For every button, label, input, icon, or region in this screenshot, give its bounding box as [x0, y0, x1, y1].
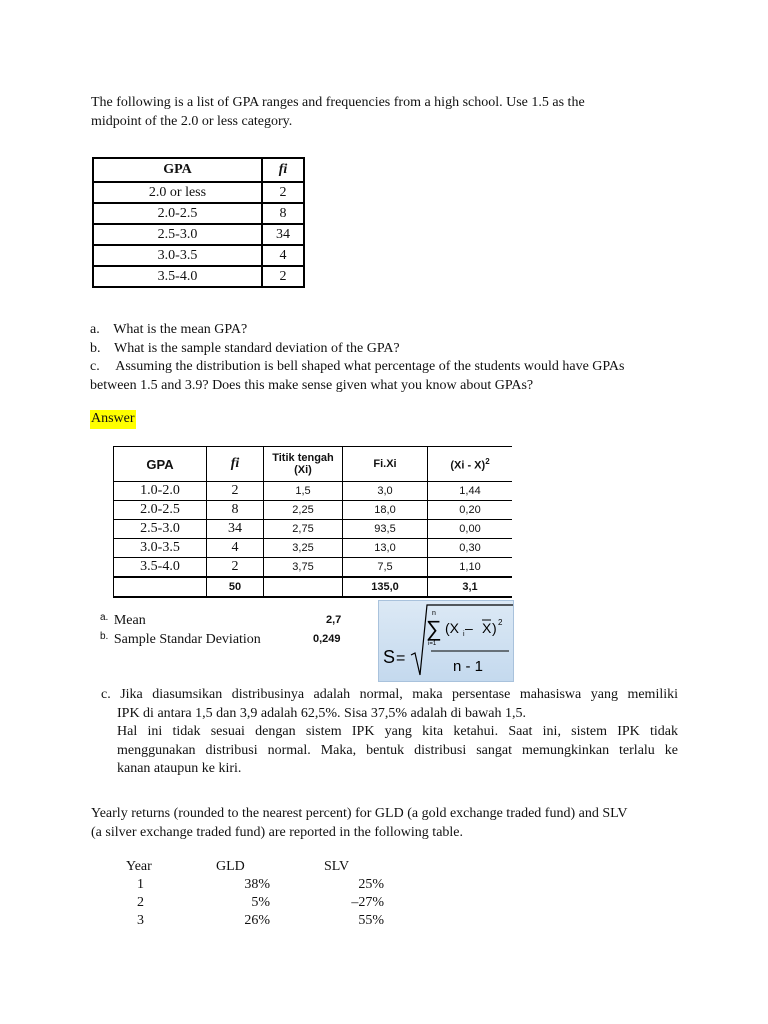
- answer-c-line-3: Hal ini tidak sesuai dengan sistem IPK yang kita ketahui. Saat ini, sistem IPK tidak: [117, 724, 678, 739]
- cell-gld: 5%: [251, 895, 270, 910]
- gpa-calculation-table: [113, 446, 512, 598]
- cell-xi: 1,5: [264, 482, 343, 501]
- result-a-label: a.: [100, 612, 109, 623]
- result-stdev: [100, 631, 360, 650]
- cell-gpa: 2.0 or less: [93, 182, 262, 203]
- cell-deviation: 1,10: [428, 558, 513, 578]
- question-a-text: What is the mean GPA?: [113, 322, 248, 337]
- answer-c-line-2: IPK di antara 1,5 dan 3,9 adalah 62,5%. Sisa 37,5% adalah di bawah 1,5.: [117, 705, 527, 721]
- question-b-text: What is the sample standard deviation of the GPA?: [114, 340, 400, 356]
- cell-fi: 34: [262, 224, 304, 245]
- table-row: [114, 482, 513, 501]
- question-c: [90, 358, 690, 377]
- formula-close: ): [492, 620, 497, 636]
- table-row: [114, 539, 513, 558]
- cell-fi: 8: [262, 203, 304, 224]
- formula-s: S: [383, 647, 396, 667]
- cell-fi: 2: [262, 182, 304, 203]
- column-header-midpoint: [264, 447, 343, 482]
- formula-n-top: n: [432, 610, 436, 617]
- answer-c: [101, 686, 678, 779]
- answer-c-line-5: kanan ataupun ke kiri.: [117, 761, 242, 776]
- table-row: [126, 894, 384, 912]
- header-xi: (Xi): [294, 464, 312, 476]
- cell-fixi: 18,0: [343, 501, 428, 520]
- table-row: [126, 912, 384, 930]
- question-c-text-2: between 1.5 and 3.9? Does this make sense given what you know about GPAs?: [90, 377, 534, 393]
- result-b-label: b.: [100, 631, 109, 642]
- cell-fixi: 3,0: [343, 482, 428, 501]
- table-row: [93, 245, 304, 266]
- header-titik-tengah: Titik tengah: [272, 452, 334, 464]
- question-b-label: b.: [90, 340, 101, 356]
- cell-fi: 8: [207, 501, 264, 520]
- returns-table: [126, 858, 384, 930]
- cell-total-fixi: 135,0: [343, 577, 428, 597]
- result-mean: [100, 612, 360, 631]
- cell-gpa: 3.0-3.5: [114, 539, 207, 558]
- cell-xi: 3,25: [264, 539, 343, 558]
- formula-sq: 2: [498, 618, 503, 627]
- column-header-year: Year: [126, 859, 152, 874]
- column-header-slv: SLV: [324, 859, 350, 874]
- formula-denominator: n - 1: [453, 658, 484, 675]
- column-header-fixi: Fi.Xi: [343, 447, 428, 482]
- cell-fixi: 93,5: [343, 520, 428, 539]
- cell-gpa: 2.5-3.0: [93, 224, 262, 245]
- table-row: [93, 182, 304, 203]
- formula-xbar: X: [482, 620, 492, 636]
- cell-fi: 2: [207, 558, 264, 578]
- cell-gpa: 2.5-3.0: [114, 520, 207, 539]
- cell-deviation: 0,30: [428, 539, 513, 558]
- cell-year: 1: [137, 877, 144, 892]
- cell-gpa: 3.5-4.0: [114, 558, 207, 578]
- cell-gpa: 2.0-2.5: [114, 501, 207, 520]
- question-a-label: a.: [90, 322, 100, 337]
- question-a: [90, 321, 690, 340]
- formula-sub-i: i: [463, 631, 465, 638]
- intro-line-1: The following is a list of GPA ranges and frequencies from a high school. Use 1.5 as the: [91, 95, 585, 110]
- result-mean-label: Mean: [113, 613, 146, 628]
- result-mean-value: 2,7: [326, 614, 342, 626]
- formula-equals: =: [396, 650, 406, 667]
- table-row: [93, 266, 304, 287]
- header-deviation: (Xi - X): [450, 459, 486, 472]
- cell-total-xi: [264, 577, 343, 597]
- std-dev-formula: [378, 600, 514, 682]
- formula-minus: –: [465, 620, 473, 636]
- table-row: [93, 203, 304, 224]
- table-header-row: [126, 858, 384, 876]
- result-stdev-value: 0,249: [313, 633, 341, 645]
- table-row: [114, 501, 513, 520]
- results: [100, 612, 360, 650]
- question-c-text-1: Assuming the distribution is bell shaped what percentage of the students would have GPAs: [115, 359, 625, 374]
- cell-total-gpa: [114, 577, 207, 597]
- cell-year: 2: [137, 895, 144, 910]
- column-header-deviation: [428, 447, 513, 482]
- cell-slv: 55%: [358, 913, 384, 928]
- answer-c-line-4: menggunakan distribusi normal. Maka, bentuk distribusi sangat memungkinkan terlalu ke: [117, 742, 678, 758]
- intro-line-2: midpoint of the 2.0 or less category.: [91, 113, 293, 129]
- cell-gpa: 2.0-2.5: [93, 203, 262, 224]
- formula-term: (X: [445, 620, 459, 636]
- formula-i-bottom: i=1: [428, 641, 437, 647]
- cell-total-fi: 50: [207, 577, 264, 597]
- cell-slv: –27%: [351, 895, 384, 910]
- cell-fixi: 13,0: [343, 539, 428, 558]
- gpa-frequency-table: [92, 157, 305, 288]
- returns-line-1: Yearly returns (rounded to the nearest percent) for GLD (a gold exchange traded fund) and SLV: [91, 806, 628, 821]
- table-header-row: [93, 158, 304, 182]
- cell-fi: 2: [207, 482, 264, 501]
- returns-line-2: (a silver exchange traded fund) are reported in the following table.: [91, 824, 464, 840]
- questions: [90, 321, 690, 395]
- cell-xi: 3,75: [264, 558, 343, 578]
- formula-sigma: ∑: [426, 616, 442, 641]
- cell-xi: 2,75: [264, 520, 343, 539]
- totals-row: [114, 577, 513, 597]
- cell-fi: 34: [207, 520, 264, 539]
- cell-gld: 26%: [244, 913, 270, 928]
- cell-deviation: 1,44: [428, 482, 513, 501]
- table-row: [93, 224, 304, 245]
- column-header-gld: GLD: [216, 859, 245, 874]
- cell-slv: 25%: [358, 877, 384, 892]
- question-c-label: c.: [90, 359, 100, 374]
- column-header-gpa: GPA: [114, 447, 207, 482]
- column-header-gpa: GPA: [93, 158, 262, 182]
- answer-c-line-1: c. Jika diasumsikan distribusinya adalah normal, maka persentase mahasiswa yang memiliki: [101, 687, 678, 702]
- table-header-row: [114, 447, 513, 482]
- formula-graphic: [379, 601, 513, 681]
- header-deviation-exponent: 2: [485, 456, 490, 466]
- column-header-fi: fi: [207, 447, 264, 482]
- cell-gpa: 3.5-4.0: [93, 266, 262, 287]
- cell-fi: 4: [207, 539, 264, 558]
- intro-text: [91, 94, 585, 131]
- answer-label: Answer: [90, 410, 136, 429]
- result-stdev-label: Sample Standar Deviation: [113, 632, 261, 647]
- cell-gld: 38%: [244, 877, 270, 892]
- question-b: [90, 340, 690, 359]
- table-row: [114, 520, 513, 539]
- cell-xi: 2,25: [264, 501, 343, 520]
- cell-fi: 2: [262, 266, 304, 287]
- cell-deviation: 0,00: [428, 520, 513, 539]
- cell-total-deviation: 3,1: [428, 577, 513, 597]
- returns-intro: [91, 805, 691, 842]
- cell-fi: 4: [262, 245, 304, 266]
- table-row: [126, 876, 384, 894]
- cell-gpa: 3.0-3.5: [93, 245, 262, 266]
- cell-year: 3: [137, 913, 144, 928]
- table-row: [114, 558, 513, 578]
- cell-gpa: 1.0-2.0: [114, 482, 207, 501]
- column-header-fi: fi: [262, 158, 304, 182]
- cell-deviation: 0,20: [428, 501, 513, 520]
- cell-fixi: 7,5: [343, 558, 428, 578]
